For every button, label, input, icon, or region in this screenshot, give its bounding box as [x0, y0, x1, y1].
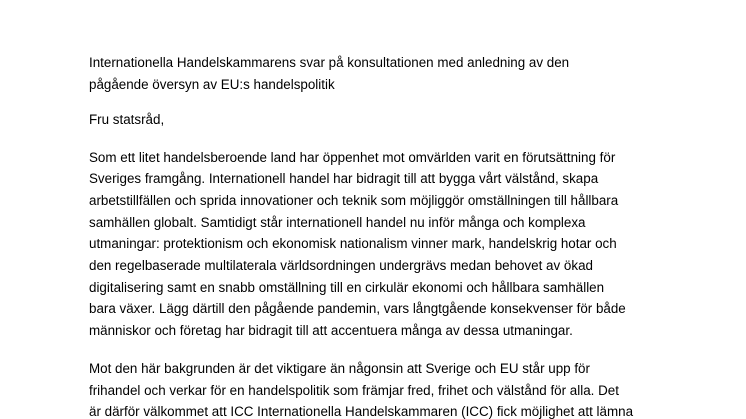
- paragraph-line: frihandel och verkar för en handelspolitik som främjar fred, frihet och välstånd för alla. Det: [89, 382, 619, 398]
- salutation: Fru statsråd,: [89, 112, 165, 127]
- paragraph-line: digitalisering samt en snabb omställning till en cirkulär ekonomi och hållbara samhällen: [89, 279, 605, 295]
- paragraph-line: Mot den här bakgrunden är det viktigare än någonsin att Sverige och EU står upp för: [89, 360, 590, 376]
- paragraph-line: är därför välkommet att ICC Internationella Handelskammaren (ICC) fick möjlighet att lämna: [89, 404, 634, 419]
- paragraph-line: samhällen globalt. Samtidigt står internationell handel nu inför många och komplexa: [89, 214, 586, 230]
- document-body: [89, 52, 649, 419]
- paragraph-line: arbetstillfällen och sprida innovationer och teknik som möjliggör omställningen till hållbara: [89, 192, 619, 208]
- paragraph-line: människor och företag har bidragit till att accentuera många av dessa utmaningar.: [89, 323, 573, 339]
- paragraph-line: utmaningar: protektionism och ekonomisk nationalism vinner mark, handelskrig hotar och: [89, 236, 617, 252]
- paragraph-line: bara växer. Lägg därtill den pågående pandemin, vars långtgående konsekvenser för både: [89, 301, 626, 317]
- document-title: [89, 52, 649, 95]
- paragraph-line: den regelbaserade multilaterala världsordningen undergrävs medan behovet av ökad: [89, 258, 593, 274]
- paragraph-2: [89, 358, 649, 419]
- paragraph-line: Sveriges framgång. Internationell handel har bidragit till att bygga vårt välstånd, skapa: [89, 171, 599, 187]
- title-line: Internationella Handelskammarens svar på konsultationen med anledning av den: [89, 55, 570, 70]
- paragraph-line: Som ett litet handelsberoende land har öppenhet mot omvärlden varit en förutsättning för: [89, 149, 616, 165]
- title-line: pågående översyn av EU:s handelspolitik: [89, 76, 335, 92]
- paragraph-1: [89, 147, 649, 342]
